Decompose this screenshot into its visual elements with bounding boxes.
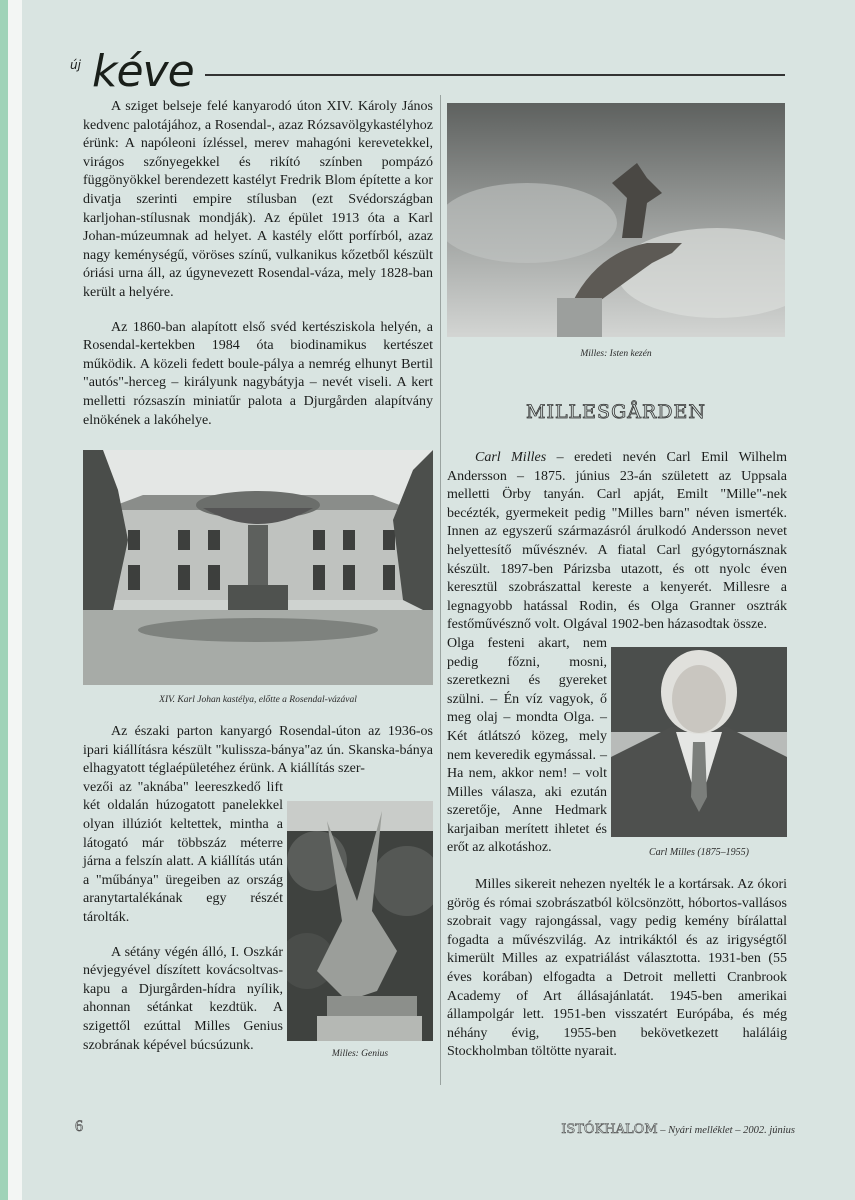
paragraph-gardens: Az 1860-ban alapított első svéd kertésziskola helyén, a Rosendal-kertekben 1984 óta biodinamikus kertészet működik. A közeli fedett boule-pálya a nemrég elhunyt Bertil "autós"-herceg – királyunk nagybátyja – nevét viseli. A kert melletti rózsaszín miniatűr palota a Djurgården alapítvány elnökének a lakóhelye.	[83, 319, 433, 428]
portrait-caption: Carl Milles (1875–1955)	[649, 846, 749, 858]
paragraph-mine: Az északi parton kanyargó Rosendal-úton az 1936-os ipari kiállításra készült "kulissza-bánya"az ún. Skanska-bánya elhagyatott téglaépületéhez érünk. A kiállítás szer-	[83, 724, 433, 777]
section-heading: MILLESGÅRDEN	[525, 401, 706, 423]
hand-caption: Milles: Isten kezén	[580, 349, 652, 359]
carl-milles-portrait	[611, 647, 787, 837]
bio-text: – eredeti nevén Carl Emil Wilhelm Andersson – 1875. június 23-án született az Uppsala melletti Örby tanyán. Carl apját, Emilt "Mille"-nek becézték, gyermekeit pedig "Milles barn" néven ismerték. Innen az egyszerű származásról árulkodó Andersson nevet helyettesítő művésznév. A fiatal Carl gyógytornásznak készült. 1897-ben Párizsba utazott, és ott nyolc éven keresztül szobrászattal kereste a kenyerét. Millesre a legnagyobb hatással Rodin, és Olga Granner osztrák festőművésznő volt. Olgával 1902-ben házasodtak össze.	[447, 450, 788, 633]
paragraph-mine-continued: vezői az "aknába" leereszkedő lift két oldalán húzogatott panelekkel olyan illúziót keltettek, mintha a látogató már többszáz méterre járna a felszín alatt. A kiállítás után a "műbánya" üregeiben az ország aranytartalékának egy részét tárolták.	[83, 779, 283, 926]
page-edge	[0, 0, 8, 1200]
logo: kéve	[92, 46, 194, 97]
magazine-name: ISTÓKHALOM	[561, 1122, 658, 1137]
right-column	[447, 103, 787, 1062]
olga-wrap-row	[447, 635, 787, 858]
logo-prefix: új	[70, 58, 81, 72]
footer-issue	[515, 1120, 795, 1138]
issue-info: – Nyári melléklet – 2002. június	[657, 1125, 795, 1136]
narrow-text-column	[83, 779, 283, 1055]
page-margin	[8, 0, 22, 1200]
castle-caption: XIV. Karl Johan kastélya, előtte a Rosendal-vázával	[159, 695, 357, 706]
hand-sculpture-photo	[447, 103, 785, 337]
page-number: 6	[75, 1118, 83, 1135]
paragraph-milles-career: Milles sikereit nehezen nyelték le a kortársak. Az ókori görög és római szobrászatból kölcsönzött, hóbortos-vallásos szobrait vagy rajongással, vagy pedig kemény bírálattal fogadta a művészvilág. Az intrikáktól és az irigységtől kimerült Milles az expatriálást választotta. 1931-ben (55 éves korában) elfogadta a Detroit melletti Cranbrook Academy of Art állásajánlatát. 1945-ben amerikai állampolgár lett. 1951-ben visszatért Európába, és még néhány évig, 1955-ben bekövetkezett haláláig Stockholmban töltötte nyarait.	[447, 877, 787, 1060]
paragraph-milles-bio	[447, 449, 787, 635]
genius-photo	[287, 801, 433, 1041]
castle-photo	[83, 450, 433, 685]
genius-caption: Milles: Genius	[331, 1048, 389, 1059]
mine-wrap-row	[83, 779, 433, 1059]
portrait-figure	[611, 647, 787, 858]
paragraph-olga: Olga festeni akart, nem pedig főzni, mosni, szeretkezni és gyereket szülni. – Én víz vagyok, ő meg olaj – mondta Olga. – Két átlátszó közeg, mely nem keveredik egymással. – Ha nem, akkor nem! – volt Milles válasza, aki ezután szeretője, Anne Hedmark karjaiban merített ihletet és erőt az alkotáshoz.	[447, 635, 607, 856]
genius-figure	[287, 801, 433, 1059]
left-column	[83, 98, 433, 1059]
paragraph-rosendal: A sziget belseje felé kanyarodó úton XIV. Károly János kedvenc palotájához, a Rosendal-, azaz Rózsavölgykastélyhoz érünk: A napóleoni ízléssel, merev mahagóni kerevetekkel, virágos szőnyegekkel és rikító színben pompázó függönyökkel berendezett kastélyt Fredrik Blom építette a kor divatja szerinti empire stílusban (ezt Svédországban karljohan-stílusnak mondják). Az épület 1913 óta a Karl Johan-múzeumnak ad helyet. A kastély előtt porfírból, azaz nagy keménységű, vöröses színű, vulkanikus kőzetből készült óriási urna áll, az úgynevezett Rosendal-váza, mely 1828-ban került a helyére.	[83, 99, 433, 300]
paragraph-gate: A sétány végén álló, I. Oszkár névjegyével díszített kovácsoltvas-kapu a Djurgården-hídra nyílik, ahonnan sétánkat kezdtük. A szigettől ezúttal Milles Genius szobrának képével búcsúzunk.	[83, 944, 283, 1053]
header-rule	[205, 74, 785, 76]
name-carl-milles: Carl Milles	[475, 450, 547, 465]
column-divider	[440, 95, 441, 1085]
